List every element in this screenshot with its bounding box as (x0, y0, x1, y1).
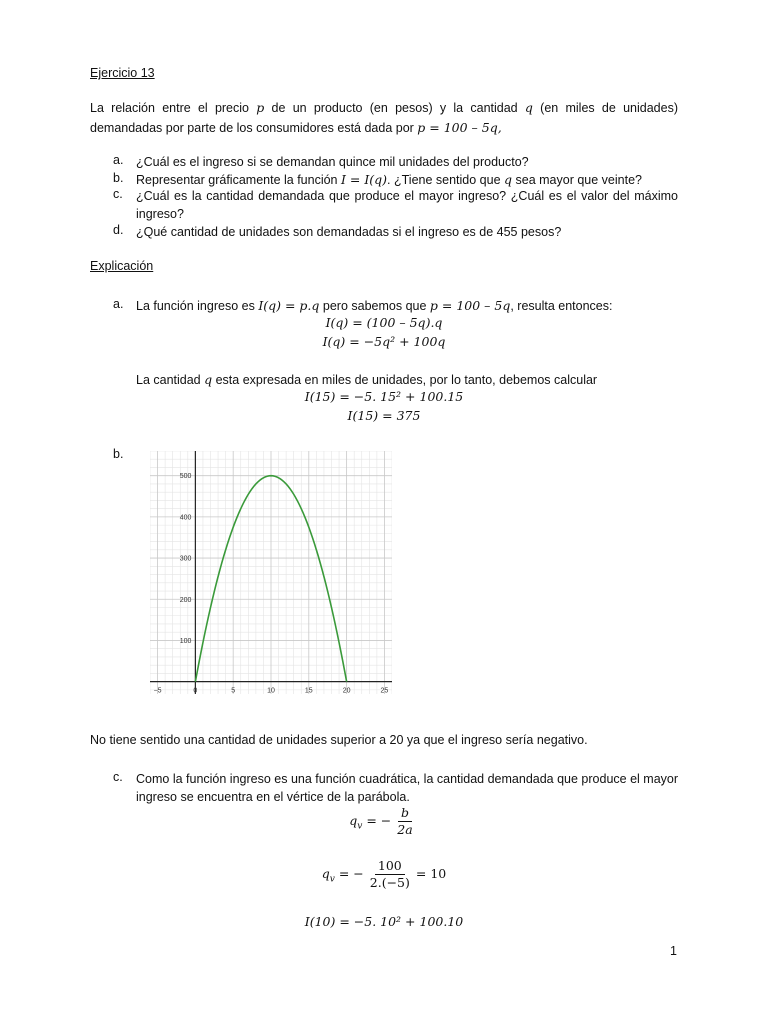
x-tick-label: −5 (153, 687, 162, 694)
intro-paragraph (90, 98, 678, 138)
page-number: 1 (670, 944, 677, 958)
answer-b-text: No tiene sentido una cantidad de unidades superior a 20 ya que el ingreso sería negativo. (90, 733, 588, 747)
x-tick-label: 0 (193, 687, 198, 694)
qv-symbol-2: q (321, 865, 330, 881)
question-c-label: c. (113, 187, 123, 201)
answer-a-part2: pero sabemos que (319, 299, 430, 313)
equation-i15-2: I(15) = 375 (347, 408, 421, 423)
equation-iq-2: I(q) = −5q² + 100q (322, 334, 446, 349)
answer-c-label: c. (113, 770, 123, 784)
y-tick-label: 300 (179, 555, 192, 563)
vertex-fraction (394, 805, 415, 838)
note-part2: esta expresada en miles de unidades, por lo tanto, debemos calcular (212, 373, 598, 387)
question-a-label: a. (113, 153, 124, 167)
question-d-text: ¿Qué cantidad de unidades son demandadas si el ingreso es de 455 pesos? (136, 225, 562, 239)
x-tick-label: 10 (267, 687, 275, 694)
answer-a-label: a. (113, 297, 124, 311)
answer-c-text: Como la función ingreso es una función cuadrática, la cantidad demandada que produce el mayor ingreso se encuentra en el vértice de la parábola. (136, 772, 679, 804)
vertex-result: = 10 (415, 865, 447, 881)
question-b-part1: Representar gráficamente la función (136, 173, 341, 187)
answer-a-note (136, 372, 597, 387)
answer-b-label: b. (113, 447, 124, 461)
intro-equation: p = 100 – 5q, (417, 120, 502, 135)
qv-symbol: q (349, 812, 358, 828)
fraction-denominator-minus5: 2.(−5) (369, 875, 410, 890)
x-tick-label: 25 (380, 687, 389, 694)
vertex-eq-sign: = − (362, 812, 392, 828)
y-tick-label: 200 (179, 596, 192, 604)
y-tick-label: 500 (179, 473, 192, 481)
fraction-numerator-100: 100 (375, 858, 405, 875)
x-tick-label: 20 (342, 687, 351, 694)
y-tick-label: 100 (179, 637, 192, 645)
fraction-denominator-2a: 2a (397, 822, 413, 837)
vertex-value-fraction (367, 858, 413, 891)
question-b-part3: sea mayor que veinte? (512, 173, 642, 187)
question-b-math2: q (504, 172, 513, 187)
answer-a-math1: I(q) = p.q (258, 298, 320, 313)
qv-subscript: v (357, 821, 363, 832)
question-b-math: I = I(q) (340, 172, 388, 187)
x-tick-label: 15 (304, 687, 313, 694)
income-chart (150, 451, 392, 694)
answer-a-part1: La función ingreso es (136, 299, 259, 313)
equation-i10: I(10) = −5. 10² + 100.10 (304, 914, 464, 929)
vertex-formula (0, 805, 768, 838)
equation-i15-1: I(15) = −5. 15² + 100.15 (304, 389, 464, 404)
intro-text-3: (en miles de unidades) demandadas por parte de los consumidores está dada por (90, 101, 678, 135)
answer-a-part3: , resulta entonces: (510, 299, 613, 313)
question-a-text: ¿Cuál es el ingreso si se demandan quince mil unidades del producto? (136, 155, 529, 169)
question-b-part2: . ¿Tiene sentido que (387, 173, 505, 187)
fraction-numerator-b: b (398, 805, 412, 822)
intro-q: q (524, 100, 533, 115)
equation-iq-1: I(q) = (100 – 5q).q (325, 315, 443, 330)
vertex-eq-sign-2: = − (334, 865, 364, 881)
intro-p: p (256, 100, 265, 115)
note-math: q (204, 372, 213, 387)
note-part1: La cantidad (136, 373, 205, 387)
answer-a-text (136, 297, 678, 315)
question-c-text: ¿Cuál es la cantidad demandada que produce el mayor ingreso? ¿Cuál es el valor del máximo ingreso? (136, 189, 678, 221)
qv-subscript-2: v (329, 874, 335, 885)
question-b-label: b. (113, 171, 124, 185)
answer-a-math2: p = 100 – 5q (429, 298, 511, 313)
vertex-value-formula (0, 858, 768, 891)
exercise-title: Ejercicio 13 (90, 66, 155, 80)
intro-text-2: de un producto (en pesos) y la cantidad (264, 101, 525, 115)
y-tick-label: 400 (179, 514, 192, 522)
explanation-heading: Explicación (90, 259, 154, 273)
intro-text-1: La relación entre el precio (90, 101, 257, 115)
x-tick-label: 5 (231, 687, 236, 694)
question-d-label: d. (113, 223, 124, 237)
